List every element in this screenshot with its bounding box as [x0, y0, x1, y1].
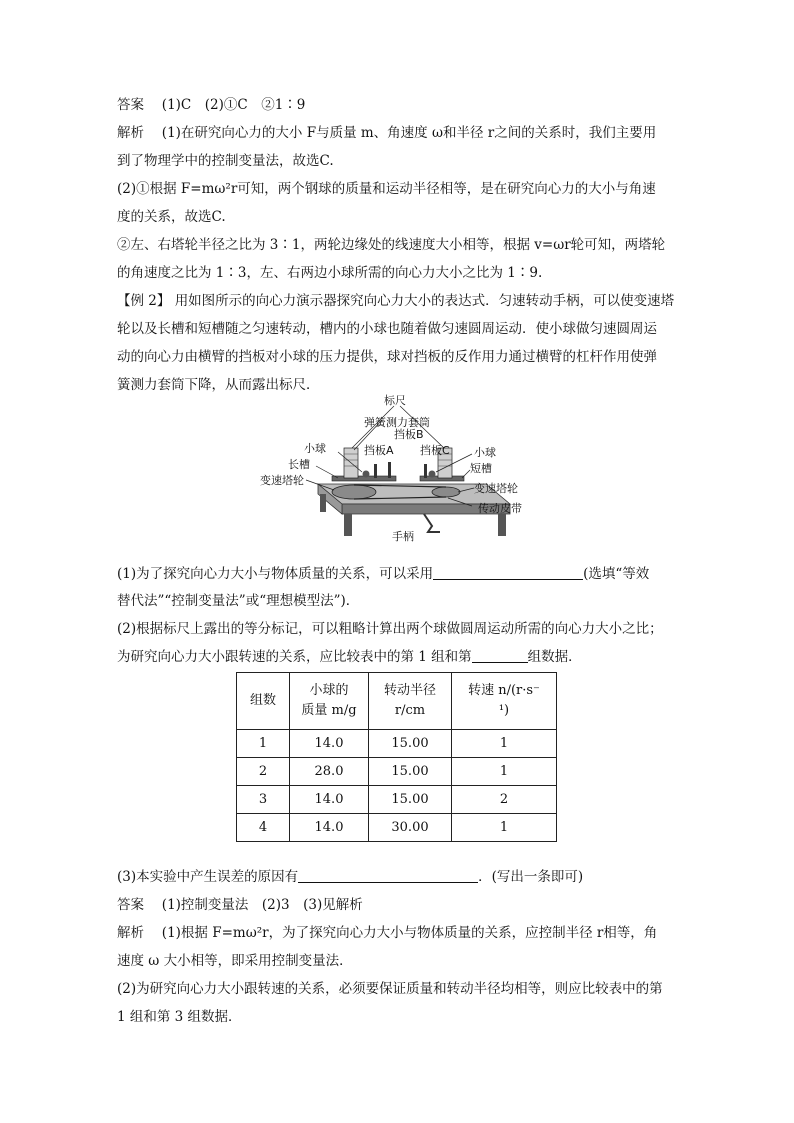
- table-cell: 30.00: [369, 814, 452, 842]
- analysis-line-1: [117, 124, 656, 142]
- table-header-row: [237, 673, 557, 730]
- example-line-3: 动的向心力由横臂的挡板对小球的压力提供，球对挡板的反作用力通过横臂的杠杆作用使弹: [117, 349, 657, 365]
- answer-blank-3[interactable]: [298, 868, 478, 883]
- example-tag: 【例 2】: [117, 293, 171, 309]
- fig-label-spring-sleeve: 弹簧测力套筒: [364, 416, 430, 429]
- answer-text: (1)C (2)①C ②1∶9: [161, 97, 306, 113]
- ball-left-shape: [363, 471, 370, 478]
- fig-label-belt: 传动皮带: [478, 502, 522, 515]
- table-header-cell: 组数: [237, 673, 290, 730]
- analysis2-line-4: 1 组和第 3 组数据．: [117, 1009, 242, 1025]
- question-3-line: [117, 868, 583, 886]
- fig-label-tower-right: 变速塔轮: [474, 482, 518, 495]
- answer-blank-1[interactable]: [433, 565, 583, 580]
- table-row: [237, 730, 557, 758]
- table-header-cell: 小球的 质量 m/g: [290, 673, 369, 730]
- table-cell: 15.00: [369, 786, 452, 814]
- fig-label-ball-left: 小球: [304, 442, 326, 455]
- table-row: [237, 758, 557, 786]
- answer-label: 答案: [117, 97, 144, 113]
- analysis-line-5: ②左、右塔轮半径之比为 3∶1，两轮边缘处的线速度大小相等，根据 v=ωr轮可知，两塔轮: [117, 237, 666, 253]
- leg: [344, 514, 352, 536]
- question-1-line-2: 替代法”“控制变量法”或“理想模型法”)．: [117, 593, 360, 609]
- analysis-line-2: 到了物理学中的控制变量法，故选C.: [117, 153, 334, 169]
- question-1-options: (选填“等效: [583, 566, 650, 582]
- analysis-text: (1)根据 F=mω²r，为了探究向心力大小与物体质量的关系，应控制半径 r相等，角: [161, 925, 658, 941]
- leg: [320, 494, 326, 512]
- analysis-label: 解析: [117, 125, 144, 141]
- fig-label-baffle-b: 挡板B: [394, 428, 424, 441]
- question-1-text: (1)为了探究向心力大小与物体质量的关系，可以采用: [117, 566, 434, 582]
- table-cell: 14.0: [290, 786, 369, 814]
- answer-label: 答案: [117, 897, 144, 913]
- analysis-line-6: 的角速度之比为 1∶3，左、右两边小球所需的向心力大小之比为 1∶9.: [117, 265, 543, 281]
- table-cell: 4: [237, 814, 290, 842]
- fig-label-baffle-c: 挡板C: [420, 444, 450, 457]
- question-1-line-1: [117, 565, 649, 583]
- table-cell: 1: [237, 730, 290, 758]
- data-table: [236, 672, 557, 842]
- table-header-cell: 转动半径 r/cm: [369, 673, 452, 730]
- example-line-1: [117, 292, 674, 310]
- example-line-4: 簧测力套筒下降，从而露出标尺．: [117, 377, 320, 393]
- analysis2-line-2: 速度 ω 大小相等，即采用控制变量法．: [117, 953, 353, 969]
- table-cell: 3: [237, 786, 290, 814]
- table-cell: 1: [452, 758, 557, 786]
- ball-right-shape: [429, 471, 436, 478]
- tower-wheel-left: [332, 485, 376, 499]
- table-cell: 15.00: [369, 730, 452, 758]
- question-3-text: (3)本实验中产生误差的原因有: [117, 869, 299, 885]
- fig-label-ruler: 标尺: [384, 394, 406, 407]
- analysis-label: 解析: [117, 925, 144, 941]
- table-header-cell: 转速 n/(r·s⁻ ¹): [452, 673, 557, 730]
- table-cell: 2: [237, 758, 290, 786]
- baffle-b-shape: [388, 462, 391, 478]
- table-cell: 1: [452, 730, 557, 758]
- fig-label-baffle-a: 挡板A: [364, 444, 394, 457]
- fig-label-short-slot: 短槽: [470, 462, 492, 475]
- answer-text: (1)控制变量法 (2)3 (3)见解析: [161, 897, 363, 913]
- analysis2-line-1: [117, 924, 657, 942]
- table-cell: 14.0: [290, 730, 369, 758]
- question-2-suffix: 组数据．: [527, 649, 582, 665]
- analysis-line-4: 度的关系，故选C.: [117, 209, 226, 225]
- table-cell: 14.0: [290, 814, 369, 842]
- answer-line-1: [117, 96, 305, 114]
- table-cell: 2: [452, 786, 557, 814]
- handle-shape: [424, 514, 440, 532]
- analysis-text: (1)在研究向心力的大小 F与质量 m、角速度 ω和半径 r之间的关系时，我们主要用: [161, 125, 657, 141]
- baffle-a-shape: [374, 464, 377, 478]
- centripetal-force-apparatus-figure: [258, 392, 558, 552]
- analysis-line-3: (2)①根据 F=mω²r可知，两个钢球的质量和运动半径相等，是在研究向心力的大小与角速: [117, 181, 656, 197]
- answer-blank-2[interactable]: [472, 648, 528, 663]
- question-3-suffix: ．(写出一条即可): [478, 869, 584, 885]
- leg: [498, 514, 506, 536]
- question-2-line-1: (2)根据标尺上露出的等分标记，可以粗略计算出两个球做圆周运动所需的向心力大小之比；: [117, 621, 663, 637]
- example-text: 用如图所示的向心力演示器探究向心力大小的表达式．匀速转动手柄，可以使变速塔: [174, 293, 675, 309]
- fig-label-ball-right: 小球: [474, 446, 496, 459]
- question-2-text: 为研究向心力大小跟转速的关系，应比较表中的第 1 组和第: [117, 649, 472, 665]
- table-cell: 15.00: [369, 758, 452, 786]
- fig-label-tower-left: 变速塔轮: [260, 474, 304, 487]
- baffle-c-shape: [424, 464, 427, 478]
- fig-label-handle: 手柄: [392, 530, 414, 543]
- analysis2-line-3: (2)为研究向心力大小跟转速的关系，必须要保证质量和转动半径均相等，则应比较表中的第: [117, 981, 663, 997]
- table-cell: 1: [452, 814, 557, 842]
- answer-line-2: [117, 896, 363, 914]
- example-line-2: 轮以及长槽和短槽随之匀速转动，槽内的小球也随着做匀速圆周运动．使小球做匀速圆周运: [117, 321, 657, 337]
- tower-wheel-right: [432, 487, 460, 497]
- question-2-line-2: [117, 648, 582, 666]
- table-row: [237, 814, 557, 842]
- table-cell: 28.0: [290, 758, 369, 786]
- fig-label-long-slot: 长槽: [288, 458, 310, 471]
- table-row: [237, 786, 557, 814]
